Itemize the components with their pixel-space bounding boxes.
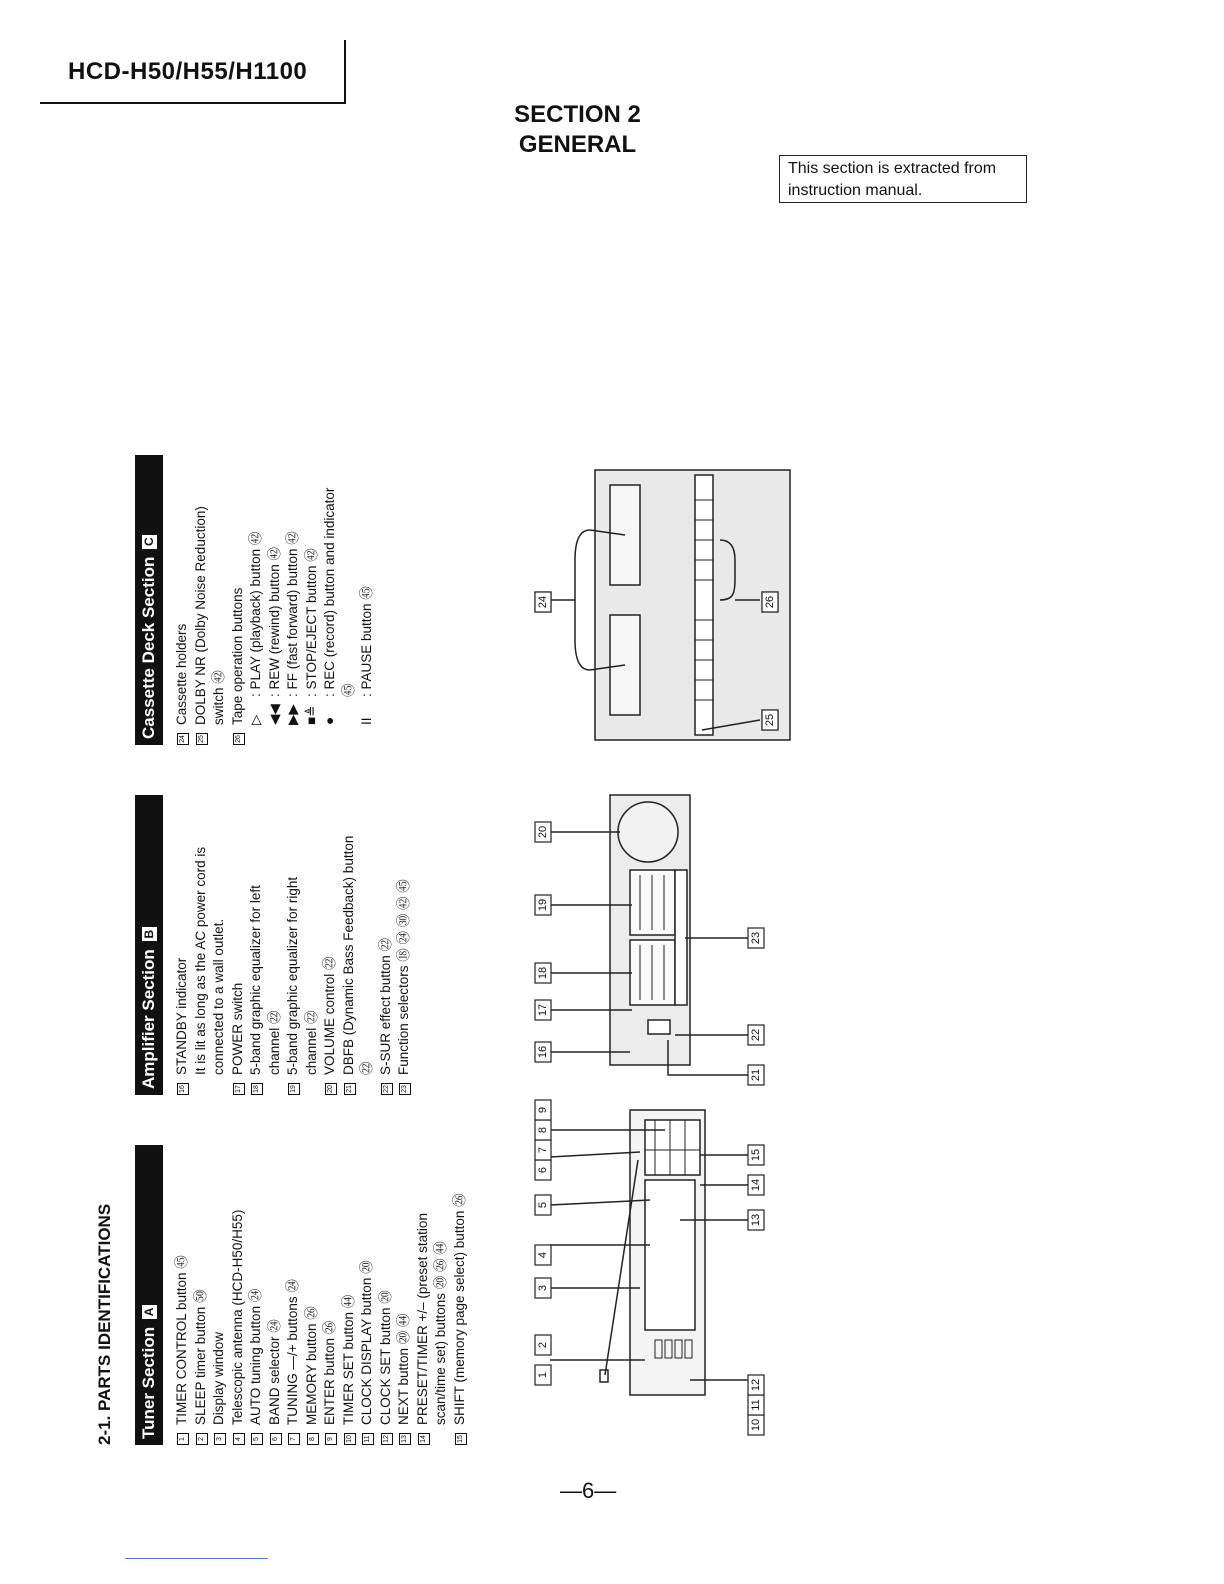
parts-list-item: [192, 795, 211, 1095]
callout-number: 5: [536, 1201, 549, 1209]
parts-list-item: [321, 1145, 340, 1445]
item-text: MEMORY button ㉖: [303, 1306, 319, 1425]
parts-list-item: [192, 1145, 211, 1445]
parts-list-item: [303, 1145, 322, 1445]
callout-3: [535, 1278, 551, 1298]
parts-list-item: [210, 795, 229, 1095]
cassette-section-header: [135, 455, 163, 745]
parts-list-item: [414, 1145, 433, 1445]
item-number: 8: [307, 1433, 319, 1445]
tape-button-text: : STOP/EJECT button ㊷: [303, 548, 319, 697]
item-text: channel ㉒: [303, 1010, 319, 1075]
item-number: 17: [233, 1083, 245, 1095]
tuner-section: [135, 1145, 469, 1445]
parts-list-item: [266, 1145, 285, 1445]
item-text: 5-band graphic equalizer for right: [285, 876, 300, 1075]
callout-number: 13: [749, 1213, 762, 1227]
cassette-list: [173, 455, 247, 745]
section-title: [470, 100, 685, 160]
parts-list-item: [229, 795, 248, 1095]
bottom-rule: [125, 1558, 268, 1559]
callout-number: 14: [749, 1178, 762, 1192]
extract-note: This section is extracted from instruction manual.: [779, 155, 1027, 203]
tape-button-item: [284, 455, 303, 745]
callout-7: [535, 1140, 551, 1160]
cassette-deck-drawing: [535, 470, 790, 740]
callout-2: [535, 1335, 551, 1355]
item-number: 7: [288, 1433, 300, 1445]
tape-button-item: [303, 455, 322, 745]
item-number: 18: [251, 1083, 263, 1095]
item-text: SLEEP timer button ㊿: [192, 1289, 208, 1425]
item-text: Telescopic antenna (HCD-H50/H55): [229, 1209, 245, 1425]
tuner-drawing: [550, 1110, 760, 1395]
item-text: It is lit as long as the AC power cord is: [192, 846, 208, 1075]
callout-number: 9: [536, 1106, 549, 1114]
item-number: 16: [177, 1083, 189, 1095]
tuner-section-tag: A: [142, 1305, 157, 1319]
tuner-section-title: Tuner Section: [139, 1326, 158, 1439]
item-number: 22: [381, 1083, 393, 1095]
item-text: Cassette holders: [174, 623, 189, 725]
parts-list-item: [210, 1145, 229, 1445]
parts-list-item: [340, 1145, 359, 1445]
tuner-section-header: [135, 1145, 163, 1445]
tuner-list: [173, 1145, 469, 1445]
item-text: switch ㊷: [211, 670, 226, 725]
item-text: CLOCK DISPLAY button ⑳: [359, 1260, 374, 1425]
item-number: 24: [177, 733, 189, 745]
tape-symbol-icon: [340, 697, 359, 745]
amplifier-section-tag: B: [142, 927, 157, 941]
callout-1: [535, 1365, 551, 1385]
item-text: PRESET/TIMER +/– (preset station: [414, 1213, 430, 1425]
tape-symbol-icon: ●: [322, 716, 337, 725]
item-number: 2: [196, 1433, 208, 1445]
parts-list-item: [303, 795, 322, 1095]
parts-list-item: [247, 1145, 266, 1445]
callout-22: [748, 1025, 764, 1045]
item-text: TIMER SET button ㊹: [340, 1294, 356, 1425]
tape-symbol-icon: ▷: [248, 714, 263, 725]
callout-number: 23: [749, 931, 762, 945]
item-text: Function selectors ⑱ ㉔ ㉚ ㊷ ㊺: [396, 879, 411, 1075]
callout-number: 16: [536, 1045, 549, 1059]
device-illustration: [520, 460, 820, 1460]
callout-19: [535, 895, 551, 915]
parts-list-item: [432, 1145, 451, 1445]
callout-17: [535, 1000, 551, 1020]
parts-list-item: [377, 1145, 396, 1445]
parts-list-item: [210, 455, 229, 745]
page-number: —6—: [560, 1478, 617, 1503]
tape-button-item: [340, 455, 359, 745]
parts-list-item: [395, 795, 414, 1095]
callout-number: 1: [536, 1371, 549, 1379]
item-number: 19: [288, 1083, 300, 1095]
tape-button-item: [266, 455, 285, 745]
callout-24: [535, 592, 551, 612]
tape-button-text: : REW (rewind) button ㊷: [266, 546, 282, 697]
callout-14: [748, 1175, 764, 1195]
tape-symbol-icon: ■≜: [303, 705, 319, 725]
item-number: 25: [196, 733, 208, 745]
item-number: 10: [344, 1433, 356, 1445]
item-number: 11: [362, 1433, 374, 1445]
tape-button-text: : FF (fast forward) button ㊷: [285, 531, 300, 697]
item-text: ㉒: [359, 1061, 374, 1075]
section-number: SECTION 2: [514, 101, 641, 128]
parts-list-item: [395, 1145, 414, 1445]
item-text: BAND selector ㉔: [266, 1319, 282, 1425]
tape-button-text: ㊺: [340, 683, 356, 697]
callout-number: 3: [536, 1284, 549, 1292]
parts-list-item: [173, 795, 192, 1095]
item-number: 21: [344, 1083, 356, 1095]
callout-16: [535, 1042, 551, 1062]
parts-list-item: [358, 795, 377, 1095]
amplifier-section-header: [135, 795, 163, 1095]
item-number: 12: [381, 1433, 393, 1445]
callout-15: [748, 1145, 764, 1165]
cassette-section: [135, 455, 377, 745]
item-text: S-SUR effect button ㉒: [377, 937, 393, 1075]
callout-number: 21: [749, 1068, 762, 1082]
item-text: STANDBY indicator: [174, 957, 189, 1075]
amplifier-list: [173, 795, 414, 1095]
header-rule-vertical: [344, 40, 346, 102]
callout-number: 19: [536, 898, 549, 912]
item-text: SHIFT (memory page select) button ㉖: [451, 1193, 467, 1425]
callout-13: [748, 1210, 764, 1230]
callout-23: [748, 928, 764, 948]
item-number: 26: [233, 733, 245, 745]
callout-number: 20: [536, 825, 549, 839]
item-number: 3: [214, 1433, 226, 1445]
tape-button-item: [247, 455, 266, 745]
item-text: channel ㉒: [266, 1010, 282, 1075]
callout-number: 11: [749, 1399, 762, 1411]
parts-list-item: [173, 1145, 192, 1445]
callout-20: [535, 822, 551, 842]
callout-10: [748, 1415, 764, 1435]
callout-number: 12: [749, 1378, 762, 1392]
tape-button-item: [358, 455, 377, 745]
item-text: 5-band graphic equalizer for left: [248, 885, 263, 1075]
amplifier-section-title: Amplifier Section: [139, 949, 158, 1089]
item-number: 23: [399, 1083, 411, 1095]
callout-6: [535, 1160, 551, 1180]
item-text: VOLUME control ㉒: [322, 956, 337, 1075]
item-text: AUTO tuning button ㉔: [248, 1288, 263, 1425]
item-number: 14: [418, 1433, 430, 1445]
parts-list-item: [266, 795, 285, 1095]
item-text: TUNING —/+ buttons ㉔: [285, 1279, 300, 1425]
item-number: 1: [177, 1433, 189, 1445]
cassette-section-title: Cassette Deck Section: [139, 556, 158, 739]
item-number: 9: [325, 1433, 337, 1445]
header-rule: [40, 102, 346, 104]
callout-number: 8: [536, 1126, 549, 1134]
callout-18: [535, 963, 551, 983]
item-number: 20: [325, 1083, 337, 1095]
item-text: NEXT button ⑳ ㊹: [396, 1313, 411, 1425]
callout-number: 6: [536, 1166, 549, 1174]
callout-number: 18: [536, 966, 549, 980]
item-text: Tape operation buttons: [229, 587, 245, 725]
parts-list-item: [321, 795, 340, 1095]
parts-heading: 2-1. PARTS IDENTIFICATIONS: [95, 1203, 114, 1445]
parts-list-item: [377, 795, 396, 1095]
item-text: connected to a wall outlet.: [211, 918, 226, 1075]
item-number: 6: [270, 1433, 282, 1445]
tape-button-item: [321, 455, 340, 745]
callout-number: 25: [763, 713, 776, 727]
callout-number: 22: [749, 1028, 762, 1042]
parts-list-item: [451, 1145, 470, 1445]
tape-button-text: : PAUSE button ㊺: [359, 586, 374, 697]
parts-list-item: [358, 1145, 377, 1445]
callout-11: [748, 1395, 764, 1415]
parts-list-item: [229, 1145, 248, 1445]
item-number: 5: [251, 1433, 263, 1445]
item-text: ENTER button ㉖: [322, 1320, 337, 1425]
callout-21: [748, 1065, 764, 1085]
callout-number: 15: [749, 1148, 762, 1162]
tape-button-text: : REC (record) button and indicator: [322, 487, 337, 697]
item-text: TIMER CONTROL button ㊺: [174, 1255, 189, 1425]
tape-button-text: : PLAY (playback) button ㊷: [248, 531, 263, 697]
tape-symbol-icon: ▶▶: [285, 704, 300, 725]
callout-number: 26: [763, 595, 776, 609]
callout-9: [535, 1100, 551, 1120]
parts-list-item: [340, 795, 359, 1095]
tape-symbol-icon: ◀◀: [266, 704, 282, 725]
item-number: 15: [455, 1433, 467, 1445]
item-text: scan/time set) buttons ⑳ ㉖ ㊹: [433, 1241, 448, 1425]
parts-identifications: [95, 415, 485, 1445]
item-number: 13: [399, 1433, 411, 1445]
callout-number: 4: [536, 1251, 549, 1259]
callout-number: 24: [536, 595, 549, 609]
item-text: POWER switch: [229, 982, 245, 1075]
amplifier-drawing: [550, 795, 760, 1075]
callout-4: [535, 1245, 551, 1265]
item-text: DBFB (Dynamic Bass Feedback) button: [340, 835, 356, 1075]
cassette-section-tag: C: [142, 535, 157, 549]
item-text: CLOCK SET button ⑳: [377, 1290, 393, 1425]
parts-list-item: [229, 455, 248, 745]
callout-5: [535, 1195, 551, 1215]
parts-list-item: [284, 795, 303, 1095]
model-number: HCD-H50/H55/H1100: [68, 58, 308, 85]
callout-12: [748, 1375, 764, 1395]
parts-list-item: [247, 795, 266, 1095]
amplifier-section: [135, 795, 414, 1095]
tape-symbol-icon: II: [359, 717, 374, 725]
section-name: GENERAL: [518, 131, 637, 158]
callout-number: 10: [749, 1418, 762, 1432]
callout-number: 2: [536, 1341, 549, 1349]
item-number: 4: [233, 1433, 245, 1445]
parts-list-item: [192, 455, 211, 745]
parts-list-item: [173, 455, 192, 745]
callout-number: 17: [536, 1003, 549, 1017]
callout-26: [762, 592, 778, 612]
callout-number: 7: [536, 1146, 549, 1154]
callout-25: [762, 710, 778, 730]
item-text: DOLBY NR (Dolby Noise Reduction): [192, 506, 208, 725]
item-text: Display window: [211, 1331, 226, 1425]
callout-8: [535, 1120, 551, 1140]
tape-buttons-list: [247, 455, 377, 745]
parts-list-item: [284, 1145, 303, 1445]
